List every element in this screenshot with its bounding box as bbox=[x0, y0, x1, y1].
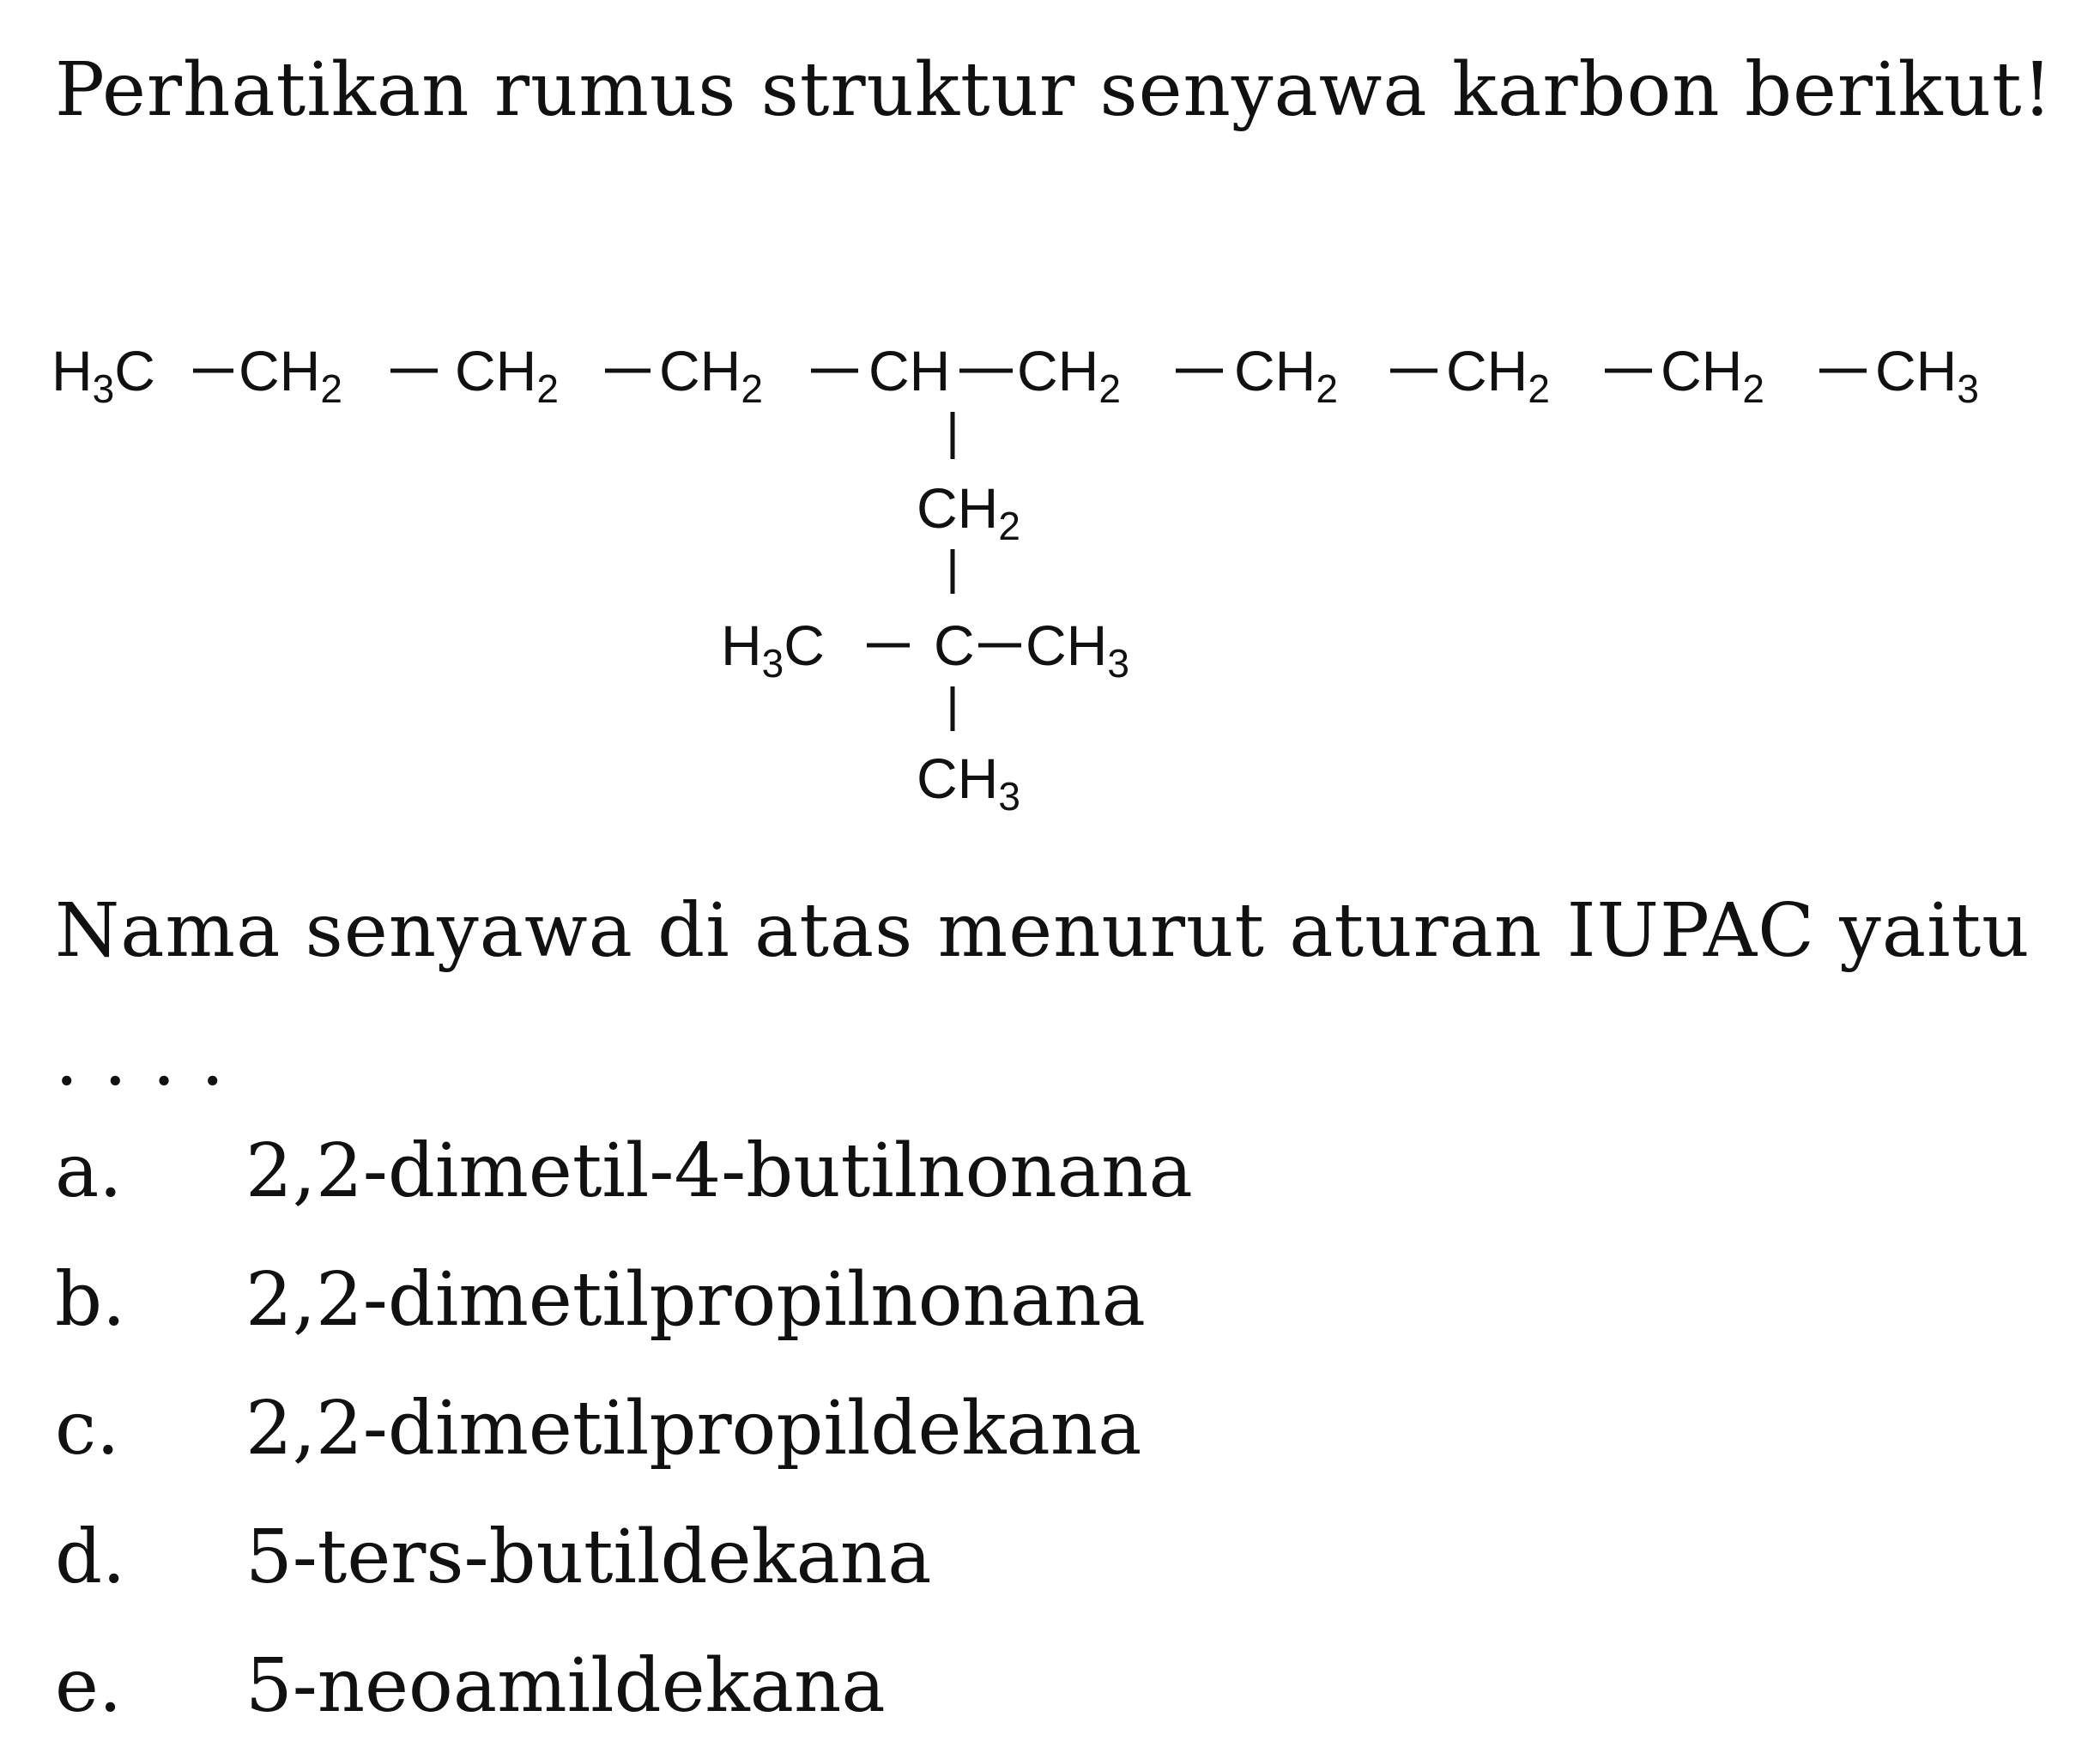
option-text: 2,2-dimetilpropilnonana bbox=[245, 1257, 1146, 1343]
subscript: 2 bbox=[1528, 366, 1550, 411]
subscript: 3 bbox=[761, 641, 784, 686]
option-letter: c. bbox=[55, 1386, 120, 1472]
subscript: 2 bbox=[998, 504, 1020, 548]
option-e[interactable] bbox=[55, 1622, 2055, 1750]
main-chain-atom: $CH_2$ bbox=[1446, 339, 1550, 411]
answer-options bbox=[55, 1107, 2055, 1750]
option-c[interactable] bbox=[55, 1364, 2055, 1493]
subscript: 3 bbox=[1107, 641, 1129, 686]
option-letter: d. bbox=[55, 1514, 126, 1600]
main-chain-atom: $CH_3$ bbox=[1875, 339, 1979, 411]
subscript: 3 bbox=[92, 366, 115, 411]
subscript: 2 bbox=[320, 366, 342, 411]
branch-atom: $H_3C$ bbox=[721, 614, 825, 686]
question-text: Perhatikan rumus struktur senyawa karbon berikut! bbox=[55, 47, 2054, 133]
subscript: 2 bbox=[741, 366, 763, 411]
c: C bbox=[784, 614, 825, 677]
branch-atom: $CH_3$ bbox=[1026, 614, 1129, 686]
main-chain-atom: $H_3C$ bbox=[51, 339, 155, 411]
option-text: 2,2-dimetil-4-butilnonana bbox=[245, 1128, 1193, 1214]
subscript: 2 bbox=[1742, 366, 1764, 411]
main-chain-atom: $CH_2$ bbox=[1661, 339, 1764, 411]
subscript: 2 bbox=[536, 366, 559, 411]
branch-atom: $CH_2$ bbox=[917, 476, 1020, 548]
main-chain-atom: $CH_2$ bbox=[1017, 339, 1121, 411]
main-chain-atom: $CH_2$ bbox=[455, 339, 559, 411]
option-a[interactable] bbox=[55, 1107, 2055, 1236]
main-chain bbox=[51, 339, 1979, 411]
prompt-text: Nama senyawa di atas menurut aturan IUPAC yaitu . . . . bbox=[55, 888, 2030, 1103]
option-letter: e. bbox=[55, 1643, 123, 1729]
c: C bbox=[114, 339, 155, 402]
branch bbox=[721, 412, 1129, 819]
option-text: 2,2-dimetilpropildekana bbox=[245, 1386, 1142, 1472]
structural-formula bbox=[0, 292, 2100, 858]
option-d[interactable] bbox=[55, 1493, 2055, 1622]
subscript: 3 bbox=[998, 774, 1020, 819]
main-chain-atom: $CH_2$ bbox=[1234, 339, 1338, 411]
main-chain-atom: $CH_2$ bbox=[659, 339, 763, 411]
subscript: 2 bbox=[1098, 366, 1121, 411]
main-chain-atom: CH bbox=[868, 339, 951, 402]
option-text: 5-ters-butildekana bbox=[245, 1514, 932, 1600]
branch-atom: $CH_3$ bbox=[917, 747, 1020, 819]
option-text: 5-neoamildekana bbox=[245, 1643, 886, 1729]
main-chain-atom: $CH_2$ bbox=[239, 339, 342, 411]
branch-atom: C bbox=[934, 614, 975, 677]
option-letter: a. bbox=[55, 1128, 123, 1214]
subscript: 2 bbox=[1316, 366, 1338, 411]
option-letter: b. bbox=[55, 1257, 126, 1343]
subscript: 3 bbox=[1957, 366, 1979, 411]
option-b[interactable] bbox=[55, 1236, 2055, 1364]
